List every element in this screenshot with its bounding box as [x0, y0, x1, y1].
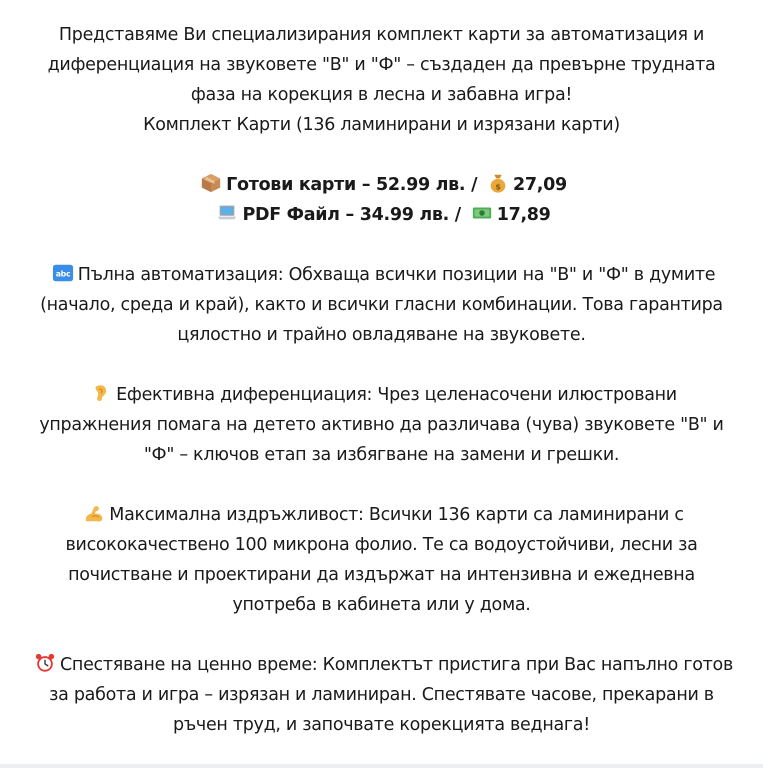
product-description: [10, 20, 753, 740]
feature-durability: Максимална издръжливост: Всички 136 карти са ламинирани с висококачествено 100 микрона фолио. Те са водоустойчиви, лесни за почистване и проектирани да издържат на интензивна и ежедневна употреба в кабинета или у дома.: [10, 500, 753, 620]
price-ready-cards: Готови карти – 52.99 лв. / $ 27,09: [10, 170, 753, 200]
dollar-banknote-icon: [471, 202, 493, 224]
bottom-divider: [0, 764, 763, 768]
intro-line: диференциация на звуковете "В" и "Ф" – създаден да превърне трудната: [47, 55, 716, 75]
intro-line: фаза на корекция в лесна и забавна игра!: [190, 85, 573, 105]
kit-title: Комплект Карти (136 ламинирани и изрязани карти): [143, 115, 620, 135]
feature-differentiation: Ефективна диференциация: Чрез целенасочени илюстровани упражнения помага на детето активно да различава (чува) звуковете "В" и "Ф" – ключов етап за избягване на замени и грешки.: [10, 380, 753, 470]
flexed-biceps-icon: [83, 502, 105, 524]
package-icon: [200, 172, 222, 194]
price-pdf-file: PDF Файл – 34.99 лв. / 17,89: [10, 200, 753, 230]
alarm-clock-icon: [34, 652, 56, 674]
intro-line: Представяме Ви специализирания комплект карти за автоматизация и: [58, 25, 705, 45]
feature-full-automation: abc Пълна автоматизация: Обхваща всички позиции на "В" и "Ф" в думите (начало, среда и край), както и всички гласни комбинации. Това гарантира цялостно и трайно овладяване на звуковете.: [10, 260, 753, 350]
laptop-icon: [216, 202, 238, 224]
svg-text:abc: abc: [55, 269, 71, 279]
abc-icon: [52, 262, 74, 284]
feature-time-saving: Спестяване на ценно време: Комплектът пристига при Вас напълно готов за работа и игра – изрязан и ламиниран. Спестявате часове, прекарани в ръчен труд, и започвате корекцията веднага!: [10, 650, 753, 740]
svg-text:$: $: [495, 181, 501, 192]
money-bag-icon: [487, 172, 509, 194]
ear-icon: [90, 382, 112, 404]
intro-paragraph: [10, 20, 753, 140]
